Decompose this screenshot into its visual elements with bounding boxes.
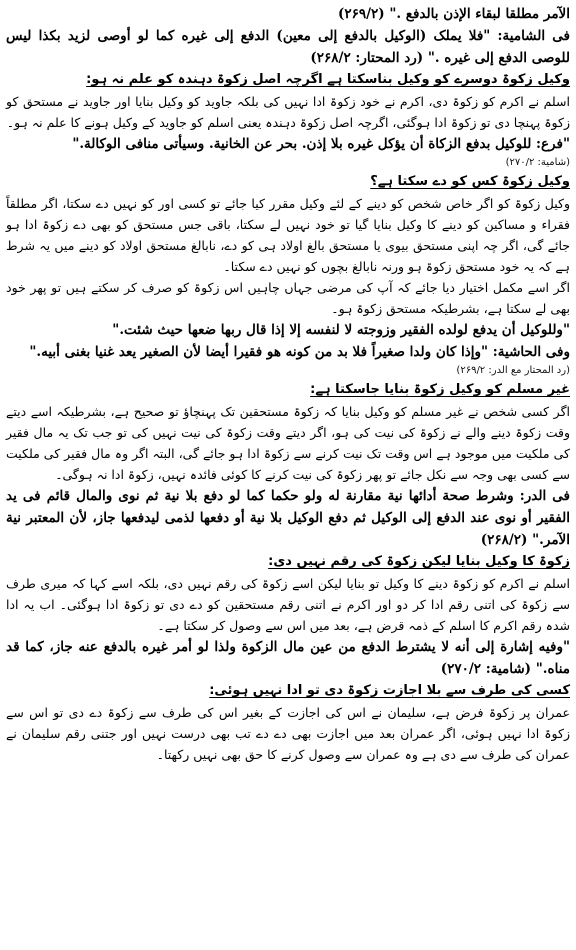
urdu-paragraph: اسلم نے اکرم کو زکوۃ دی، اکرم نے خود زکوۃ ادا نہیں کی بلکہ جاوید کو وکیل بنایا اور جاوید نے مستحق کو زکوۃ پہنچا دی تو زکوۃ ادا ہوگئی، اگرچہ اصل زکوۃ دہندہ یعنی اسلم کو جاوید کے وکیل ہونے کا علم نہ ہو۔ [6, 94, 570, 130]
arabic-quote: "وللوکیل أن یدفع لولده الفقیر وزوجته لا لنفسه إلا إذا قال ربها ضعها حیث شئت." [112, 322, 570, 338]
section-heading: وکیل زکوۃ کس کو دے سکتا ہے؟ [370, 174, 570, 189]
citation-reference: (شامیة: ۲۷۰/۲) [505, 157, 570, 168]
arabic-quote: "وفیه إشارة إلی أنه لا یشترط الدفع من عین مال الزکوة ولذا لو أمر غیره بالدفع عنه جاز، کما قد مناه." (شامیة: ۲۷۰/۲) [6, 639, 570, 677]
urdu-paragraph: وکیل زکوۃ کو اگر خاص شخص کو دینے کے لئے وکیل مقرر کیا جائے تو کسی اور کو نہیں دے سکتا، اگر مطلقاً فقراء و مساکین کو دینے کا وکیل بنایا گیا تو خود نہیں لے سکتا، باقی جس مستحق کو بھی دے زکوۃ ادا ہو جائے گی، اگر چہ اپنی مستحق بیوی یا مستحق بالغ اولاد ہی کو دے، نابالغ مستحق اولاد کو دینے میں یہ شرط ہے کہ یہ خود مستحق زکوۃ ہو ورنہ نابالغ بچوں کو نہیں دے سکتا۔ [6, 196, 570, 274]
arabic-quote: "فرع: للوکیل بدفع الزکاة أن یؤکل غیره بلا إذن. بحر عن الخانیة. وسیأتی منافی الوکالة." [72, 136, 570, 152]
urdu-paragraph: اسلم نے اکرم کو زکوۃ دینے کا وکیل تو بنایا لیکن اسے زکوۃ کی رقم نہیں دی، بلکہ اسے کہا کہ میری طرف سے زکوۃ کی اتنی رقم ادا کر دو اور اکرم نے اتنی رقم مستحقین کو دے دی تو زکوۃ ادا ہوگئی۔ اب یہ ادا شدہ رقم اکرم کا اسلم کے ذمہ قرض ہے، بعد میں اس سے وصول کر سکتا ہے۔ [6, 576, 570, 633]
urdu-paragraph: اگر اسے مکمل اختیار دیا جائے کہ آپ کی مرضی جہاں چاہیں اس زکوۃ کو صرف کر سکتے ہیں تو پھر خود بھی لے سکتا ہے، بشرطیکہ مستحق زکوۃ ہو۔ [6, 280, 570, 316]
arabic-quote-durr: فی الدر: وشرط صحة أدائها نیة مقارنة له ولو حکما کما لو دفع بلا نیة ثم نوی والمال قائم فی ید الفقیر أو نوی عند الدفع إلی الوکیل ثم دفع الوکیل بلا نیة أو دفعها لذمی لیدفعها جاز، لأن المعتبر نیة الآمر." (۲۶۸/۲) [6, 488, 570, 548]
arabic-quote-hashiya: وفی الحاشیة: "وإذا کان ولدا صغیراً فلا بد من کونه هو فقیرا أیضا لأن الصغیر یعد غنیا بغنی أبیه." [29, 344, 570, 360]
section-heading: وکیل زکوۃ دوسرے کو وکیل بناسکتا ہے اگرچہ اصل زکوۃ دہندہ کو علم نہ ہو: [86, 72, 570, 87]
arabic-quote-continuation: الآمر مطلقا لبقاء الإذن بالدفع ." (۲۶۹/۲) [337, 6, 570, 22]
arabic-quote-shamiya: فی الشامیة: "فلا یملک (الوکیل بالدفع إلی معین) الدفع إلی غیره کما لو أوصی لزید بکذا لیس للوصی الدفع إلی غیره ." (رد المحتار: ۲۶۸/۲) [6, 28, 570, 66]
section-heading: غیر مسلم کو وکیل زکوۃ بنایا جاسکتا ہے: [310, 382, 570, 397]
section-heading: کسی کی طرف سے بلا اجازت زکوۃ دی تو ادا نہیں ہوئی: [209, 683, 570, 698]
section-heading: زکوۃ کا وکیل بنایا لیکن زکوۃ کی رقم نہیں دی: [268, 554, 570, 569]
urdu-paragraph: عمران پر زکوۃ فرض ہے، سلیمان نے اس کی اجازت کے بغیر اس کی طرف سے زکوۃ دے دی تو اس سے زکوۃ ادا نہیں ہوئی، اگر عمران بعد میں اجازت بھی دے دے تب بھی درست نہیں اور جتنی رقم سلیمان نے عمران کی طرف سے دی ہے وہ عمران سے وصول کرنے کا حق بھی نہیں رکھتا۔ [6, 705, 570, 762]
citation-reference: (رد المحتار مع الدر: ۲۶۹/۲) [456, 365, 570, 376]
urdu-paragraph: اگر کسی شخص نے غیر مسلم کو وکیل بنایا کہ زکوۃ مستحقین تک پہنچاؤ تو صحیح ہے، بشرطیکہ اسے دیتے وقت زکوۃ دینے والے نے زکوۃ کی نیت کی ہو، اگر دیتے وقت زکوۃ کی نیت نہیں کی تو جب تک یہ مال فقیر کی ملکیت میں موجود ہے اس وقت تک نیت کرنے سے زکوۃ ادا ہو جائے گی، البتہ اگر وہ مال فقیر کی ملکیت سے کسی بھی وجہ سے نکل جائے تو پھر زکوۃ کی نیت کرنے کا کوئی فائدہ نہیں، زکوۃ ادا نہ ہوگی۔ [6, 404, 570, 482]
